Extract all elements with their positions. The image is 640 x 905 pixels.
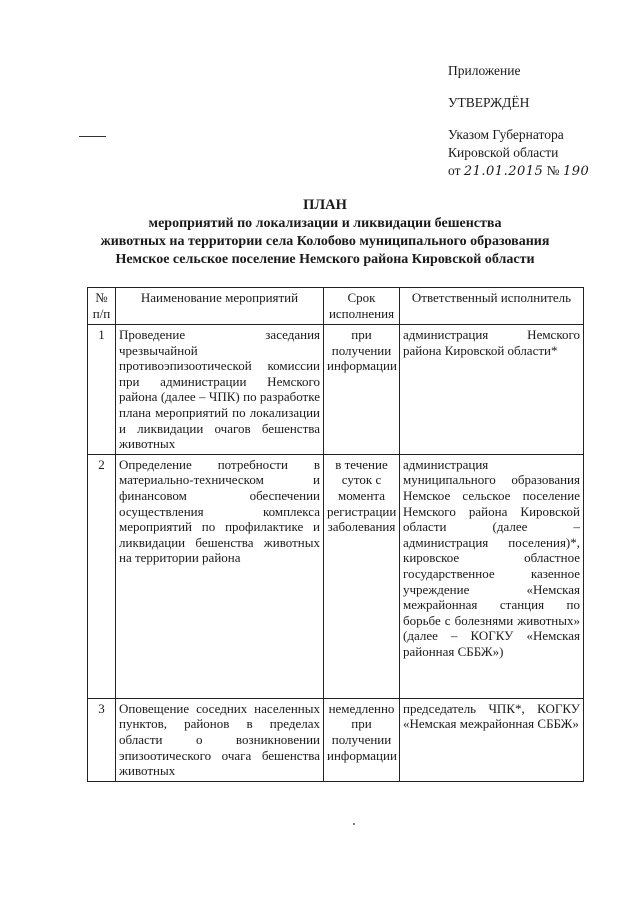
margin-dash: [79, 136, 106, 137]
table-row: [88, 698, 584, 781]
row-number: 3: [88, 698, 116, 781]
scan-speck: [353, 823, 355, 825]
row-responsible: администрация муниципального образования Немское сельское поселение Немского района Кировской области (далее – администрация поселения)*, кировское областное государственное казенное учреждение «Немская межрайонная станция по борьбе с болезнями животных» (далее – КОГКУ «Немская районная СББЖ»): [400, 454, 584, 698]
decree-line-2: Кировской области: [448, 145, 559, 160]
plan-subtitle-line-2: животных на территории села Колобово муниципального образования: [100, 234, 550, 249]
row-measure: Оповещение соседних населенных пунктов, районов в пределах области о возникновении эпизоотического очага бешенства животных: [116, 698, 324, 781]
header-number: № п/п: [88, 288, 116, 325]
header-responsible: Ответственный исполнитель: [400, 288, 584, 325]
approved-label: УТВЕРЖДЁН: [448, 95, 530, 110]
approval-block: [448, 62, 638, 181]
plan-title: ПЛАН: [303, 197, 347, 213]
row-number: 1: [88, 325, 116, 455]
handwritten-number: 190: [562, 164, 590, 179]
table-row: [88, 325, 584, 455]
date-prefix: от: [448, 163, 461, 178]
measures-table: [87, 287, 584, 782]
plan-subtitle-line-3: Немское сельское поселение Немского района Кировской области: [115, 252, 535, 267]
row-measure: Проведение заседания чрезвычайной противоэпизоотической комиссии при администрации Немского района (далее – ЧПК) по разработке плана мероприятий по локализации и ликвидации очагов бешенства животных: [116, 325, 324, 455]
header-name: Наименование мероприятий: [116, 288, 324, 325]
row-number: 2: [88, 454, 116, 698]
plan-subtitle-line-1: мероприятий по локализации и ликвидации бешенства: [148, 216, 502, 231]
row-responsible: председатель ЧПК*, КОГКУ «Немская межрайонная СББЖ»: [400, 698, 584, 781]
appendix-label: Приложение: [448, 63, 521, 78]
row-term: немедленно при получении информации: [324, 698, 400, 781]
decree-date-line: [448, 162, 638, 181]
handwritten-date: 21.01.2015: [463, 164, 544, 179]
header-term: Срок исполнения: [324, 288, 400, 325]
table-header-row: [88, 288, 584, 325]
number-prefix: №: [546, 163, 560, 178]
row-responsible: администрация Немского района Кировской области*: [400, 325, 584, 455]
row-term: при получении информации: [324, 325, 400, 455]
table-row: [88, 454, 584, 698]
row-term: в течение суток с момента регистрации заболевания: [324, 454, 400, 698]
plan-title-block: [60, 196, 590, 269]
decree-line-1: Указом Губернатора: [448, 127, 564, 142]
row-measure: Определение потребности в материально-техническом и финансовом обеспечении осуществления комплекса мероприятий по профилактике и ликвидации бешенства животных на территории района: [116, 454, 324, 698]
